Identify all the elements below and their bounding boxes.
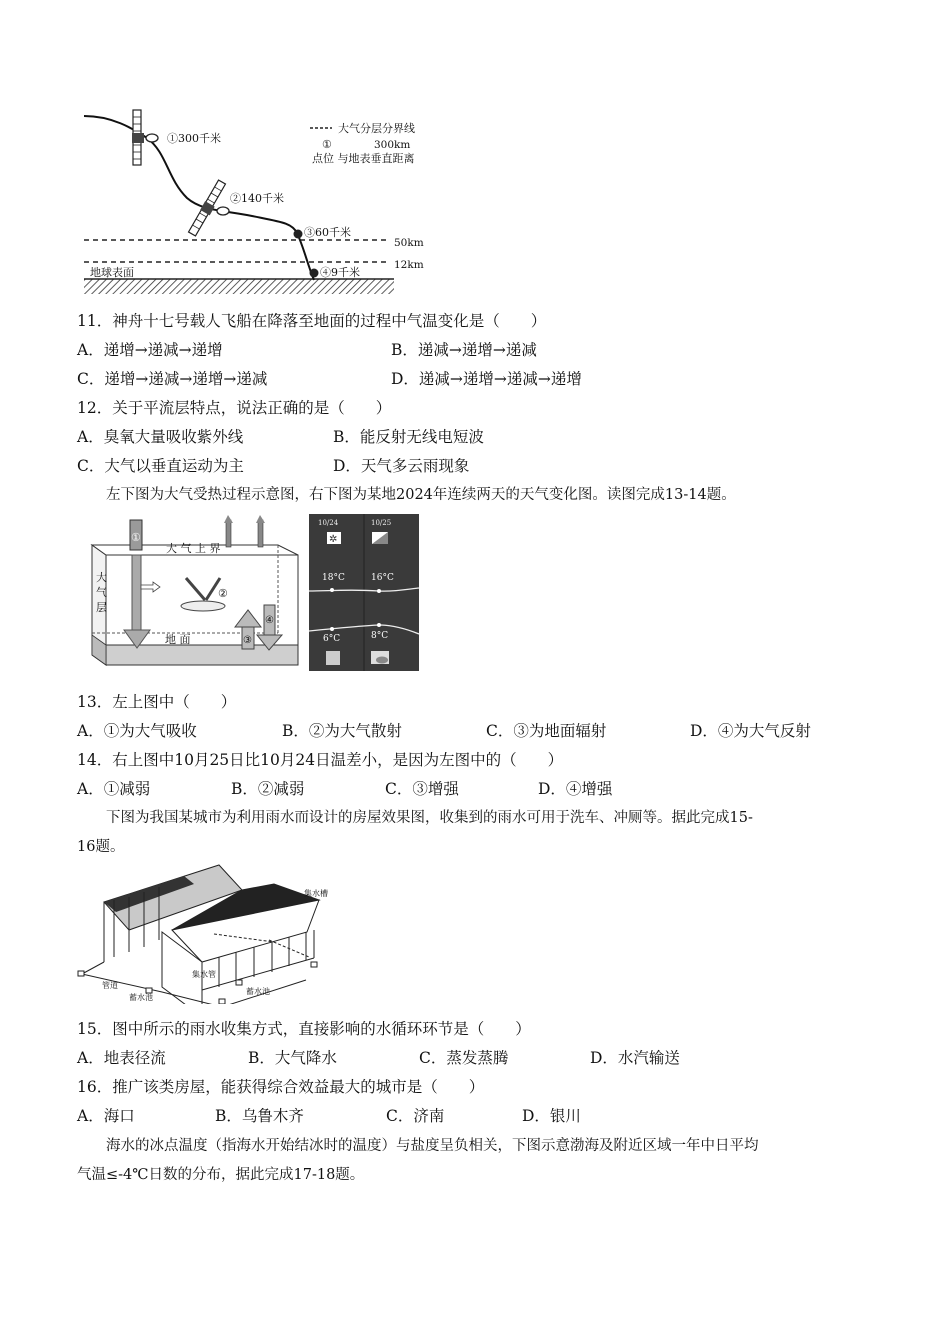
intro-15-16-line2: 16题。 [77, 839, 125, 855]
q12-stem: 12．关于平流层特点，说法正确的是（ ） [77, 399, 392, 417]
q15-option-b[interactable]: B．大气降水 [248, 1049, 337, 1067]
descent-diagram-svg [82, 98, 442, 298]
q16-option-c[interactable]: C．济南 [386, 1107, 445, 1125]
intro-13-14: 左下图为大气受热过程示意图，右下图为某地2024年连续两天的天气变化图。读图完成13-14题。 [106, 487, 736, 503]
house-diagram-svg [74, 862, 344, 1004]
point-label-1: ①300千米 [167, 132, 221, 145]
figure-descent-diagram [82, 98, 442, 298]
q13-option-b[interactable]: B．②为大气散射 [282, 722, 402, 740]
atmosphere-layer-label: 大气层 [96, 571, 107, 614]
heating-diagram-svg [88, 515, 303, 670]
point-label-3: ③60千米 [304, 226, 351, 239]
legend-distance-value: 300km [374, 139, 411, 151]
point-label-2: ②140千米 [230, 192, 284, 205]
boundary-label-12km: 12km [394, 259, 424, 271]
q11-option-d[interactable]: D．递减→递增→递减→递增 [391, 370, 582, 388]
high-temp-1025: 16°C [371, 573, 394, 583]
marker-4: ④ [265, 615, 274, 626]
legend-point-symbol: ① [322, 138, 332, 151]
q15-option-d[interactable]: D．水汽输送 [590, 1049, 680, 1067]
q12-option-a[interactable]: A．臭氧大量吸收紫外线 [77, 428, 244, 446]
q14-option-a[interactable]: A．①减弱 [77, 780, 151, 798]
figure-atmospheric-heating [88, 515, 303, 670]
q15-stem: 15．图中所示的雨水收集方式，直接影响的水循环环节是（ ） [77, 1020, 531, 1038]
date-label-1024: 10/24 [318, 519, 339, 527]
q11-option-b[interactable]: B．递减→递增→递减 [391, 341, 537, 359]
q14-option-c[interactable]: C．③增强 [385, 780, 459, 798]
q11-option-c[interactable]: C．递增→递减→递增→递减 [77, 370, 268, 388]
intro-17-18-line1: 海水的冰点温度（指海水开始结冰时的温度）与盐度呈负相关，下图示意渤海及附近区域一年中日平均 [106, 1138, 759, 1154]
marker-3: ③ [243, 635, 252, 646]
boundary-label-50km: 50km [394, 237, 424, 249]
q11-stem: 11．神舟十七号载人飞船在降落至地面的过程中气温变化是（ ） [77, 312, 547, 330]
intro-17-18-line2: 气温≤-4℃日数的分布，据此完成17-18题。 [77, 1167, 365, 1183]
q12-option-b[interactable]: B．能反射无线电短波 [333, 428, 484, 446]
figure-weather-panel [309, 514, 419, 671]
cloudy-night-icon [376, 657, 388, 664]
figure-rainwater-house [74, 862, 344, 1004]
q13-option-a[interactable]: A．①为大气吸收 [77, 722, 197, 740]
intro-15-16-line1: 下图为我国某城市为利用雨水而设计的房屋效果图，收集到的雨水可用于洗车、冲厕等。据此完成15- [106, 810, 753, 826]
high-temp-1024: 18°C [322, 573, 345, 583]
point-label-4: ④9千米 [320, 266, 360, 279]
q16-option-a[interactable]: A．海口 [77, 1107, 135, 1125]
label-pipe: 管道 [102, 981, 118, 990]
label-tank-right: 蓄水池 [246, 987, 270, 996]
q16-option-d[interactable]: D．银川 [522, 1107, 581, 1125]
q11-option-a[interactable]: A．递增→递减→递增 [77, 341, 223, 359]
legend-point-text: 点位 与地表垂直距离 [312, 152, 415, 165]
q16-option-b[interactable]: B．乌鲁木齐 [215, 1107, 304, 1125]
weather-panel-svg [309, 514, 419, 671]
q12-option-d[interactable]: D．天气多云雨现象 [333, 457, 470, 475]
low-temp-1024: 6°C [323, 634, 341, 644]
legend-boundary-text: 大气分层分界线 [338, 122, 415, 135]
marker-1: ① [131, 531, 141, 544]
low-temp-1025: 8°C [371, 631, 389, 641]
q15-option-c[interactable]: C．蒸发蒸腾 [419, 1049, 509, 1067]
q12-option-c[interactable]: C．大气以垂直运动为主 [77, 457, 244, 475]
upper-boundary-label: 大 气 上 界 [166, 542, 221, 555]
sunny-icon: ✲ [329, 534, 338, 545]
label-collector-pipe: 集水管 [192, 970, 216, 979]
q16-stem: 16．推广该类房屋，能获得综合效益最大的城市是（ ） [77, 1078, 485, 1096]
q13-option-c[interactable]: C．③为地面辐射 [486, 722, 607, 740]
q14-option-d[interactable]: D．④增强 [538, 780, 613, 798]
q15-option-a[interactable]: A．地表径流 [77, 1049, 166, 1067]
label-tank-left: 蓄水池 [129, 993, 153, 1002]
q14-option-b[interactable]: B．②减弱 [231, 780, 305, 798]
q13-stem: 13．左上图中（ ） [77, 693, 237, 711]
q14-stem: 14．右上图中10月25日比10月24日温差小，是因为左图中的（ ） [77, 751, 564, 769]
label-gutter: 集水槽 [304, 889, 328, 898]
ground-label: 地球表面 [90, 266, 134, 279]
q13-option-d[interactable]: D．④为大气反射 [690, 722, 811, 740]
date-label-1025: 10/25 [371, 519, 392, 527]
ground-surface-label: 地 面 [165, 633, 191, 646]
marker-2: ② [218, 587, 228, 600]
